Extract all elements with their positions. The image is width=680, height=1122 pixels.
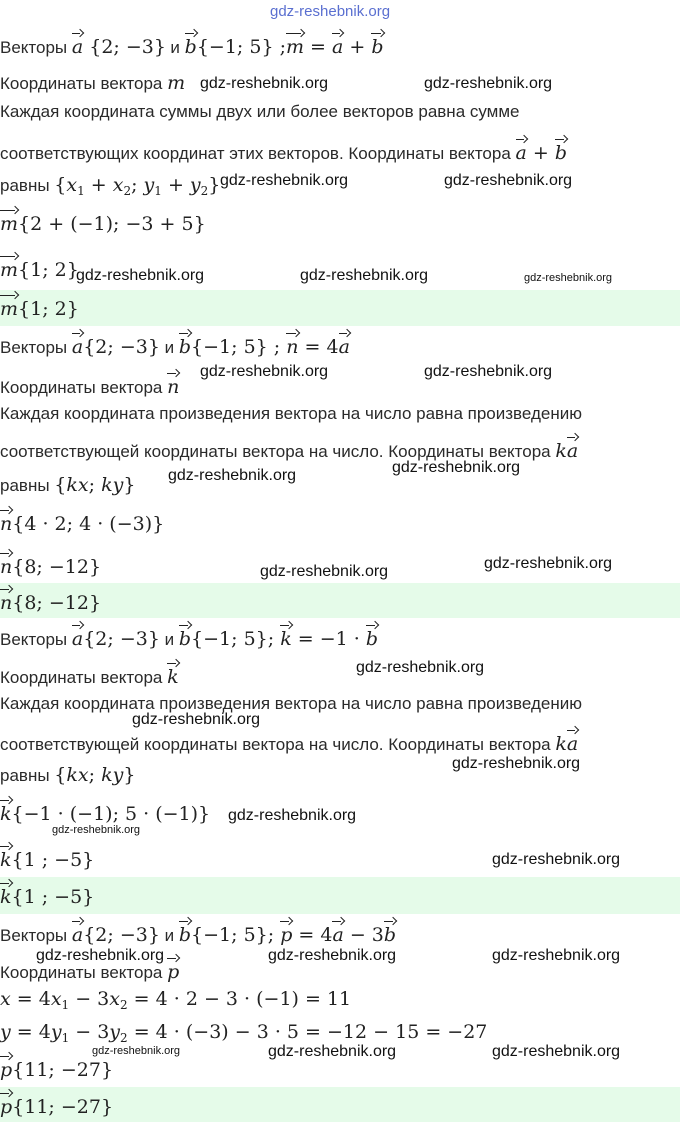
watermark: gdz-reshebnik.org	[228, 807, 357, 824]
line-26: Координаты вектора p	[0, 955, 680, 983]
line-12: соответствующей координаты вектора на число. Координаты вектора ka	[0, 434, 680, 462]
line-10: Координаты вектора n	[0, 370, 680, 398]
watermark: gdz-reshebnik.org	[92, 1045, 181, 1057]
watermark: gdz-reshebnik.org	[52, 824, 141, 836]
line-22: k{−1 · (−1); 5 · (−1)}	[0, 797, 680, 825]
line-1: Векторы a {2; −3} и b{−1; 5} ;m = a + b	[0, 30, 680, 58]
watermark: gdz-reshebnik.org	[424, 75, 553, 92]
watermark: gdz-reshebnik.org	[260, 563, 389, 580]
watermark: gdz-reshebnik.org	[200, 363, 329, 380]
line-9: Векторы a{2; −3} и b{−1; 5} ; n = 4a	[0, 330, 680, 358]
watermark: gdz-reshebnik.org	[492, 947, 621, 964]
answer-k: k{1 ; −5}	[0, 880, 680, 908]
line-25: Векторы a{2; −3} и b{−1; 5}; p = 4a − 3b	[0, 918, 680, 946]
line-21: равны {kx; ky}	[0, 764, 136, 786]
watermark: gdz-reshebnik.org	[452, 755, 581, 772]
watermark: gdz-reshebnik.org	[268, 1043, 397, 1060]
line-15: n{8; −12}	[0, 550, 680, 578]
watermark: gdz-reshebnik.org	[268, 947, 397, 964]
line-27: $x = 4x_1 - 3x_2 = 4 \cdot 2 - 3 \cdot (-1) = 11$	[0, 988, 352, 1012]
watermark: gdz-reshebnik.org	[444, 172, 573, 189]
line-7: m{1; 2}	[0, 253, 680, 281]
watermark: gdz-reshebnik.org	[424, 363, 553, 380]
line-28: $y = 4y_1 - 3y_2 = 4 \cdot (-3) - 3 \cdot 5 = -12 - 15 = -27$	[0, 1021, 488, 1045]
line-17: Векторы a{2; −3} и b{−1; 5}; k = −1 · b	[0, 622, 680, 650]
line-14: n{4 · 2; 4 · (−3)}	[0, 507, 680, 535]
watermark: gdz-reshebnik.org	[200, 75, 329, 92]
line-23: k{1 ; −5}	[0, 843, 680, 871]
watermark: gdz-reshebnik.org	[76, 267, 205, 284]
watermark: gdz-reshebnik.org	[492, 851, 621, 868]
line-4: соответствующих координат этих векторов. Координаты вектора a + b	[0, 136, 680, 164]
line-18: Координаты вектора k	[0, 660, 680, 688]
answer-m: m{1; 2}	[0, 292, 680, 320]
line-11: Каждая координата произведения вектора на число равна произведению	[0, 404, 582, 423]
line-3: Каждая координата суммы двух или более векторов равна сумме	[0, 102, 520, 121]
line-2: Координаты вектора m	[0, 72, 186, 94]
watermark: gdz-reshebnik.org	[356, 659, 485, 676]
watermark: gdz-reshebnik.org	[168, 467, 297, 484]
line-13: равны {kx; ky}	[0, 474, 136, 496]
watermark: gdz-reshebnik.org	[492, 1043, 621, 1060]
watermark: gdz-reshebnik.org	[36, 947, 165, 964]
line-20: соответствующей координаты вектора на число. Координаты вектора ka	[0, 727, 680, 755]
line-5: равны {$x_1 + x_2$; $y_1 + y_2$}	[0, 174, 221, 198]
answer-p: p{11; −27}	[0, 1090, 680, 1118]
line-29: p{11; −27}	[0, 1053, 680, 1081]
line-6: m{2 + (−1); −3 + 5}	[0, 207, 680, 235]
answer-n: n{8; −12}	[0, 586, 680, 614]
watermark: gdz-reshebnik.org	[132, 711, 261, 728]
watermark: gdz-reshebnik.org	[524, 272, 613, 284]
watermark: gdz-reshebnik.org	[300, 267, 429, 284]
line-19: Каждая координата произведения вектора на число равна произведению	[0, 694, 582, 713]
watermark: gdz-reshebnik.org	[270, 3, 391, 20]
watermark: gdz-reshebnik.org	[484, 555, 613, 572]
watermark: gdz-reshebnik.org	[392, 459, 521, 476]
watermark: gdz-reshebnik.org	[220, 172, 349, 189]
